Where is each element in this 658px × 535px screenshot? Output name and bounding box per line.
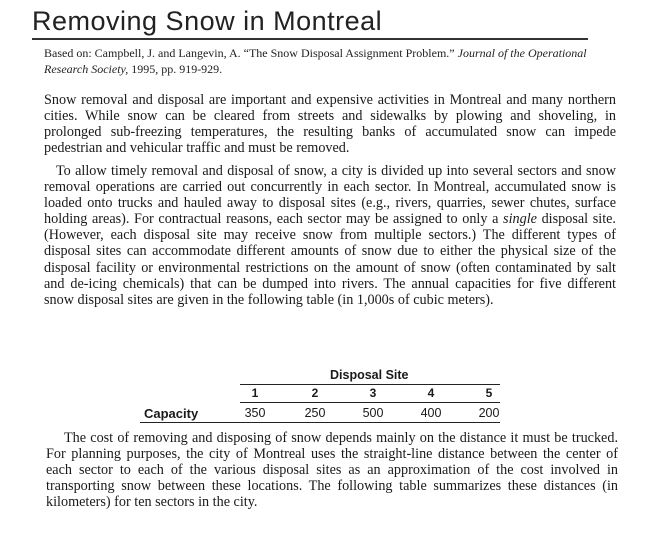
table-cell-capacity-5: 200 bbox=[478, 406, 500, 420]
citation-suffix: 1995, pp. 919-929. bbox=[128, 62, 223, 76]
paragraph-distances: The cost of removing and disposing of snow depends mainly on the distance it must be trucked. For planning purposes, the city of Montreal uses the straight-line distance between the center of each sector to each of the various disposal sites as an approximation of the cost involved in transporting snow between these locations. The following table summarizes these distances (in kilometers) for ten sectors in the city. bbox=[46, 430, 618, 511]
table-cell-capacity-1: 350 bbox=[244, 406, 266, 420]
citation-journal: Journal of the Operational Research Society, bbox=[44, 46, 587, 76]
page-title: Removing Snow in Montreal bbox=[32, 6, 383, 36]
table-cell-capacity-2: 250 bbox=[304, 406, 326, 420]
table-header: Disposal Site bbox=[330, 368, 409, 382]
column-header-site-4: 4 bbox=[427, 386, 435, 400]
column-header-site-2: 2 bbox=[311, 386, 319, 400]
column-header-site-1: 1 bbox=[251, 386, 259, 400]
paragraph-sectors-part1: To allow timely removal and disposal of snow, a city is divided up into several sectors and snow removal operations are carried out concurrently in each sector. In Montreal, accumulated snow is loaded onto trucks and hauled away to disposal sites (e.g., rivers, quarries, sewer chutes, surface holding areas). For contractual reasons, each sector may be assigned to only a bbox=[44, 163, 616, 228]
citation bbox=[44, 45, 604, 77]
paragraph-sectors bbox=[44, 163, 616, 308]
row-label-capacity: Capacity bbox=[144, 406, 199, 421]
table-cell-capacity-3: 500 bbox=[362, 406, 384, 420]
capacity-table bbox=[140, 368, 500, 430]
paragraph-sectors-part2: disposal site. (However, each disposal site may receive snow from multiple sectors.) The different types of disposal sites can accommodate different amounts of snow due to either the physical size of the disposal facility or environmental restrictions on the amount of snow (often contaminated by salt and de-icing chemicals) that can be dumped into rivers. The annual capacities for five different snow disposal sites are given in the following table (in 1,000s of cubic meters). bbox=[44, 211, 616, 308]
paragraph-intro: Snow removal and disposal are important and expensive activities in Montreal and many northern cities. While snow can be cleared from streets and sidewalks by plowing and shoveling, in prolonged sub-freezing temperatures, the resulting banks of accumulated snow can impede pedestrian and vehicular traffic and must be removed. bbox=[44, 92, 616, 157]
column-header-site-5: 5 bbox=[485, 386, 493, 400]
column-header-site-3: 3 bbox=[369, 386, 377, 400]
table-rule-top bbox=[240, 384, 500, 385]
table-rule-bottom bbox=[140, 422, 500, 423]
title-divider bbox=[32, 38, 588, 40]
paragraph-sectors-emphasis: single bbox=[503, 211, 537, 228]
table-rule-mid bbox=[240, 402, 500, 403]
table-cell-capacity-4: 400 bbox=[420, 406, 442, 420]
citation-prefix: Based on: Campbell, J. and Langevin, A. “The Snow Disposal Assignment Problem.” bbox=[44, 46, 458, 60]
